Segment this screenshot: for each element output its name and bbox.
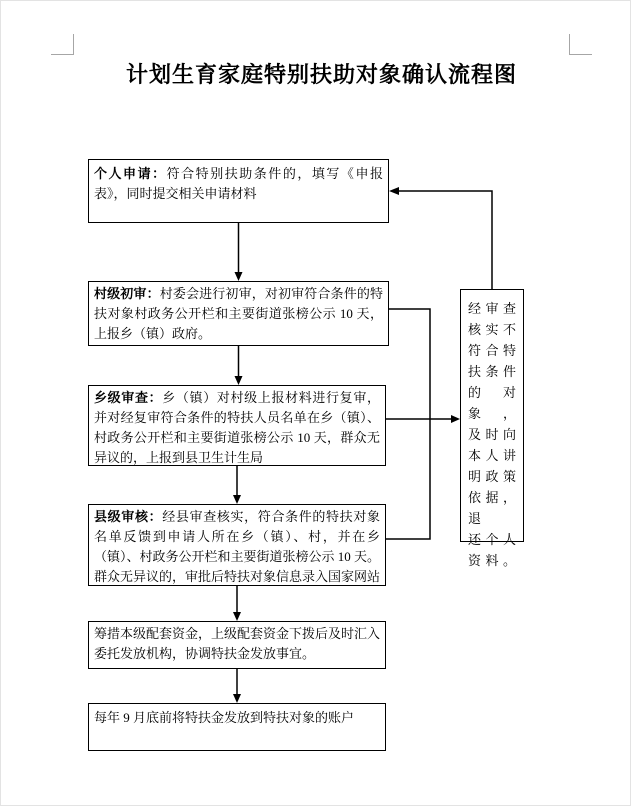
margin-cropmark-top-left (51, 34, 74, 55)
flow-box-label: 个人申请： (94, 166, 167, 181)
side-box-line: 及时向 (468, 427, 516, 442)
flow-box-personal-application (88, 159, 389, 223)
side-box-line: 扶条件 (468, 364, 516, 379)
arrow-box3-to-box4 (233, 466, 241, 504)
flow-box-text: 筹措本级配套资金，上级配套资金下拨后及时汇入委托发放机构，协调特扶金发放事宜。 (94, 626, 381, 661)
flow-box-label: 村级初审： (94, 286, 160, 301)
arrow-box3-to-sidebox (386, 415, 460, 423)
side-box-rejection-notice (460, 289, 524, 568)
flow-box-label: 县级审核： (94, 509, 163, 524)
flow-box-label: 乡级审查： (94, 390, 163, 405)
arrow-box2-to-box3 (235, 346, 243, 385)
flow-box-text: 经县审查核实，符合条件的特扶对象名单反馈到申请人所在乡（镇）、村，并在乡（镇）、村政务公开栏和主要街道张榜公示 10 天。群众无异议的，审批后特扶对象信息录入国家网站 (94, 509, 381, 584)
side-box-line: 明政策 (468, 469, 516, 484)
flow-box-text: 村委会进行初审，对初审符合条件的特扶对象村政务公开栏和主要街道张榜公示 10 天，上报乡（镇）政府。 (94, 286, 383, 341)
arrow-box5-to-box6 (233, 669, 241, 703)
side-box-line: 符合特 (468, 343, 516, 358)
flow-box-county-verification (88, 504, 386, 586)
arrow-sidebox-to-box1 (389, 187, 492, 289)
connector-box2-box4-merge (386, 309, 430, 539)
arrow-box1-to-box2 (235, 223, 243, 281)
flow-box-payment (88, 703, 386, 751)
page-title: 计划生育家庭特别扶助对象确认流程图 (125, 62, 517, 87)
flow-box-village-initial-review (88, 281, 389, 346)
margin-cropmark-top-right (569, 34, 592, 55)
side-box-line: 经审查 (468, 301, 516, 316)
flow-box-text: 乡（镇）对村级上报材料进行复审，并对经复审符合条件的特扶人员名单在乡（镇）、村政务公开栏和主要街道张榜公示 10 天，群众无异议的，上报到县卫生计生局 (94, 390, 380, 465)
side-box-line: 还个人 (468, 532, 516, 547)
side-box-line: 核实不 (468, 322, 516, 337)
side-box-line: 依据，退 (468, 490, 516, 526)
flow-box-text: 每年 9 月底前将特扶金发放到特扶对象的账户 (94, 710, 355, 725)
flow-box-township-review (88, 385, 386, 466)
flow-box-funding (88, 621, 386, 669)
flow-box-text: 符合特别扶助条件的，填写《申报表》，同时提交相关申请材料 (94, 166, 383, 201)
side-box-line: 资料。 (468, 553, 516, 568)
side-box-line: 本人讲 (468, 448, 516, 463)
arrow-box4-to-box5 (233, 586, 241, 621)
side-box-line: 的对象， (468, 385, 516, 421)
